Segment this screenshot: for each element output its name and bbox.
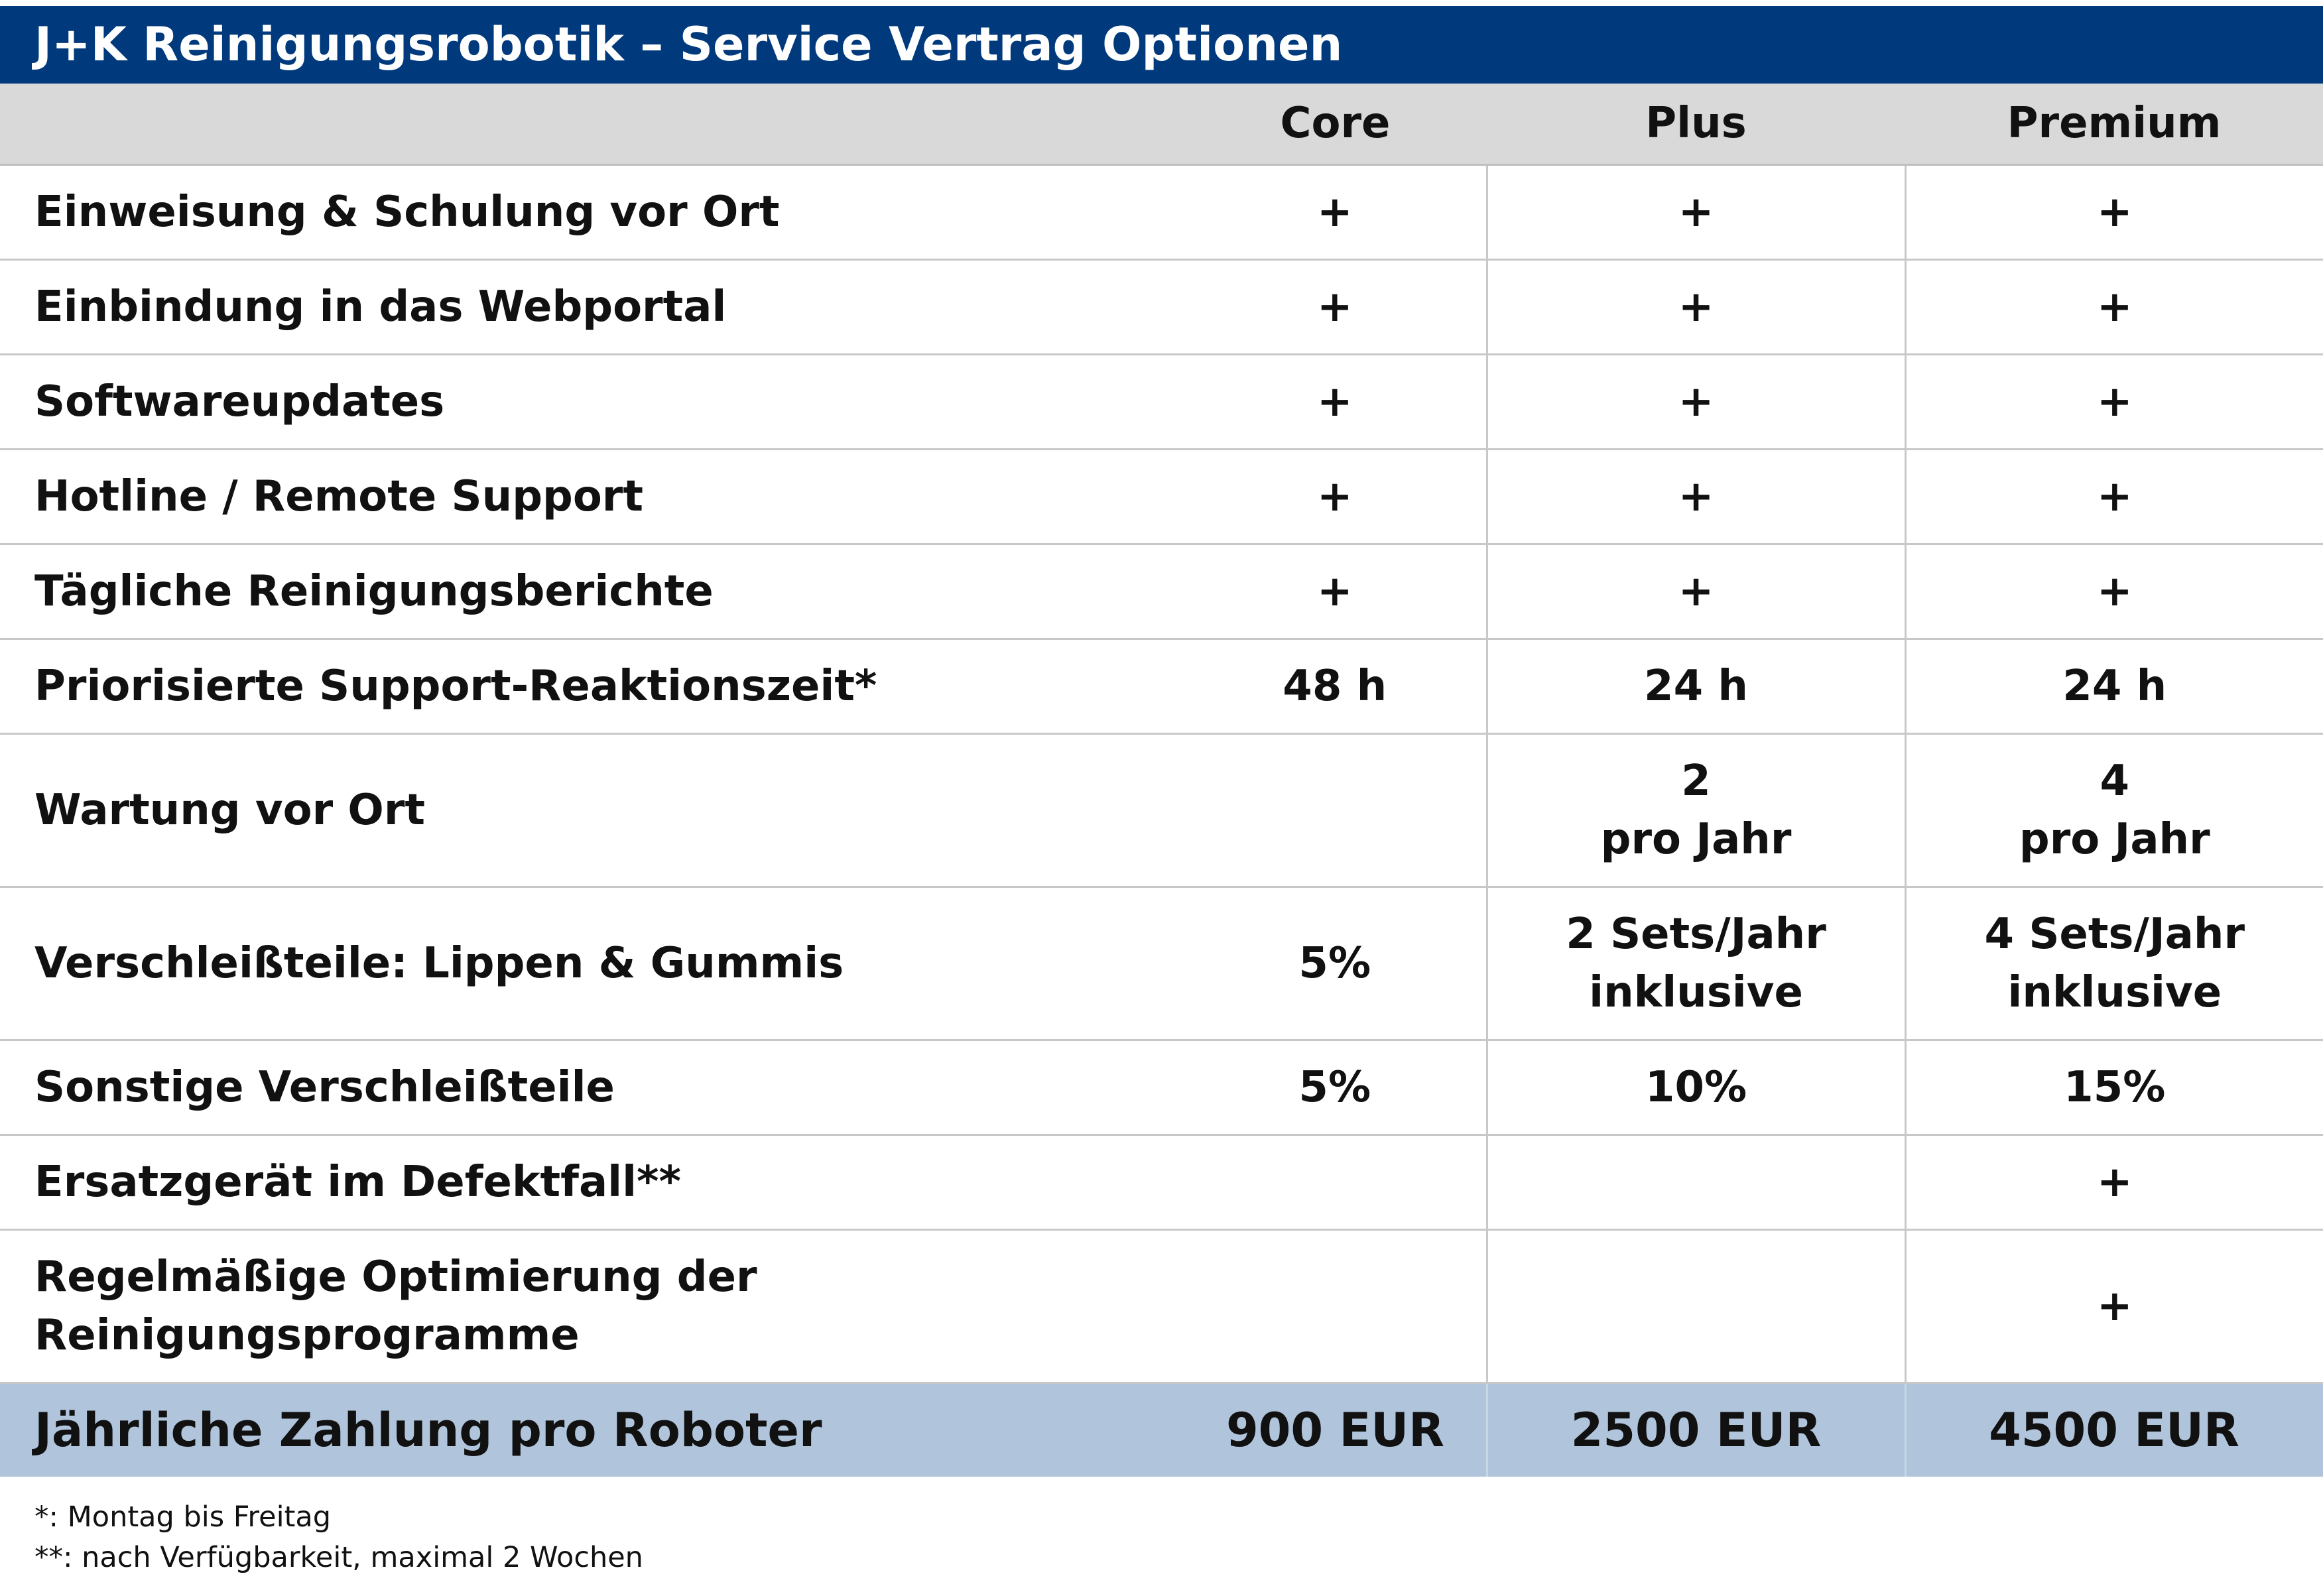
- premium-value-line: 4 Sets/Jahr: [1984, 909, 2245, 959]
- premium-value: +: [1905, 354, 2323, 449]
- core-value: +: [1184, 259, 1487, 354]
- feature-label: Einbindung in das Webportal: [0, 259, 1184, 354]
- header-plus: Plus: [1487, 84, 1905, 164]
- table-row: [0, 1229, 2323, 1382]
- premium-value: +: [1905, 1135, 2323, 1229]
- header-feature: [0, 84, 1184, 164]
- plus-value: 10%: [1487, 1040, 1905, 1135]
- plus-value: +: [1487, 164, 1905, 259]
- feature-label: [0, 1229, 1184, 1382]
- premium-value-line: inklusive: [2007, 967, 2222, 1017]
- page-title: J+K Reinigungsrobotik – Service Vertrag Optionen: [0, 6, 2323, 84]
- table-header-row: [0, 84, 2323, 164]
- footnote-weekdays: *: Montag bis Freitag: [34, 1501, 332, 1534]
- core-value: 5%: [1184, 887, 1487, 1040]
- feature-label: Verschleißteile: Lippen & Gummis: [0, 887, 1184, 1040]
- plus-value: [1487, 1135, 1905, 1229]
- premium-value: +: [1905, 1229, 2323, 1382]
- table-row: [0, 354, 2323, 449]
- table-row: [0, 733, 2323, 887]
- plus-value-line: 2 Sets/Jahr: [1566, 909, 1826, 959]
- premium-value: 15%: [1905, 1040, 2323, 1135]
- footnote-availability: **: nach Verfügbarkeit, maximal 2 Wochen: [34, 1541, 643, 1574]
- feature-label: Tägliche Reinigungsberichte: [0, 544, 1184, 639]
- premium-value: +: [1905, 449, 2323, 544]
- total-label: Jährliche Zahlung pro Roboter: [0, 1382, 1184, 1477]
- feature-label-line: Regelmäßige Optimierung der: [34, 1252, 757, 1302]
- header-premium: Premium: [1905, 84, 2323, 164]
- core-value: [1184, 1135, 1487, 1229]
- premium-value: 24 h: [1905, 639, 2323, 733]
- premium-price: 4500 EUR: [1905, 1382, 2323, 1477]
- table-row: [0, 164, 2323, 259]
- plus-value-line: inklusive: [1589, 967, 1803, 1017]
- table-row: [0, 1040, 2323, 1135]
- plus-value: +: [1487, 449, 1905, 544]
- plus-value: [1487, 887, 1905, 1040]
- feature-label: Ersatzgerät im Defektfall**: [0, 1135, 1184, 1229]
- feature-label: Softwareupdates: [0, 354, 1184, 449]
- table-row: [0, 639, 2323, 733]
- core-price: 900 EUR: [1184, 1382, 1487, 1477]
- plus-value-line: pro Jahr: [1600, 814, 1792, 864]
- core-value: [1184, 1229, 1487, 1382]
- feature-label: Sonstige Verschleißteile: [0, 1040, 1184, 1135]
- premium-value-line: 4: [2100, 756, 2130, 806]
- plus-value: 24 h: [1487, 639, 1905, 733]
- premium-value: +: [1905, 259, 2323, 354]
- plus-price: 2500 EUR: [1487, 1382, 1905, 1477]
- plus-value: +: [1487, 259, 1905, 354]
- core-value: [1184, 733, 1487, 887]
- feature-label: Hotline / Remote Support: [0, 449, 1184, 544]
- premium-value: [1905, 887, 2323, 1040]
- core-value: 5%: [1184, 1040, 1487, 1135]
- table-row: [0, 544, 2323, 639]
- premium-value: [1905, 733, 2323, 887]
- plus-value: +: [1487, 354, 1905, 449]
- total-row: [0, 1382, 2323, 1477]
- header-core: Core: [1184, 84, 1487, 164]
- core-value: +: [1184, 164, 1487, 259]
- core-value: +: [1184, 354, 1487, 449]
- plus-value: [1487, 733, 1905, 887]
- core-value: +: [1184, 449, 1487, 544]
- feature-label: Priorisierte Support-Reaktionszeit*: [0, 639, 1184, 733]
- table-row: [0, 259, 2323, 354]
- plan-comparison-table: [0, 84, 2323, 1477]
- plus-value-line: 2: [1681, 756, 1711, 806]
- table-row: [0, 887, 2323, 1040]
- premium-value: +: [1905, 164, 2323, 259]
- footnotes: [34, 1497, 643, 1578]
- table-row: [0, 449, 2323, 544]
- core-value: +: [1184, 544, 1487, 639]
- plus-value: [1487, 1229, 1905, 1382]
- core-value: 48 h: [1184, 639, 1487, 733]
- table-row: [0, 1135, 2323, 1229]
- feature-label: Einweisung & Schulung vor Ort: [0, 164, 1184, 259]
- feature-label-line: Reinigungsprogramme: [34, 1310, 580, 1360]
- premium-value: +: [1905, 544, 2323, 639]
- premium-value-line: pro Jahr: [2019, 814, 2210, 864]
- plus-value: +: [1487, 544, 1905, 639]
- feature-label: Wartung vor Ort: [0, 733, 1184, 887]
